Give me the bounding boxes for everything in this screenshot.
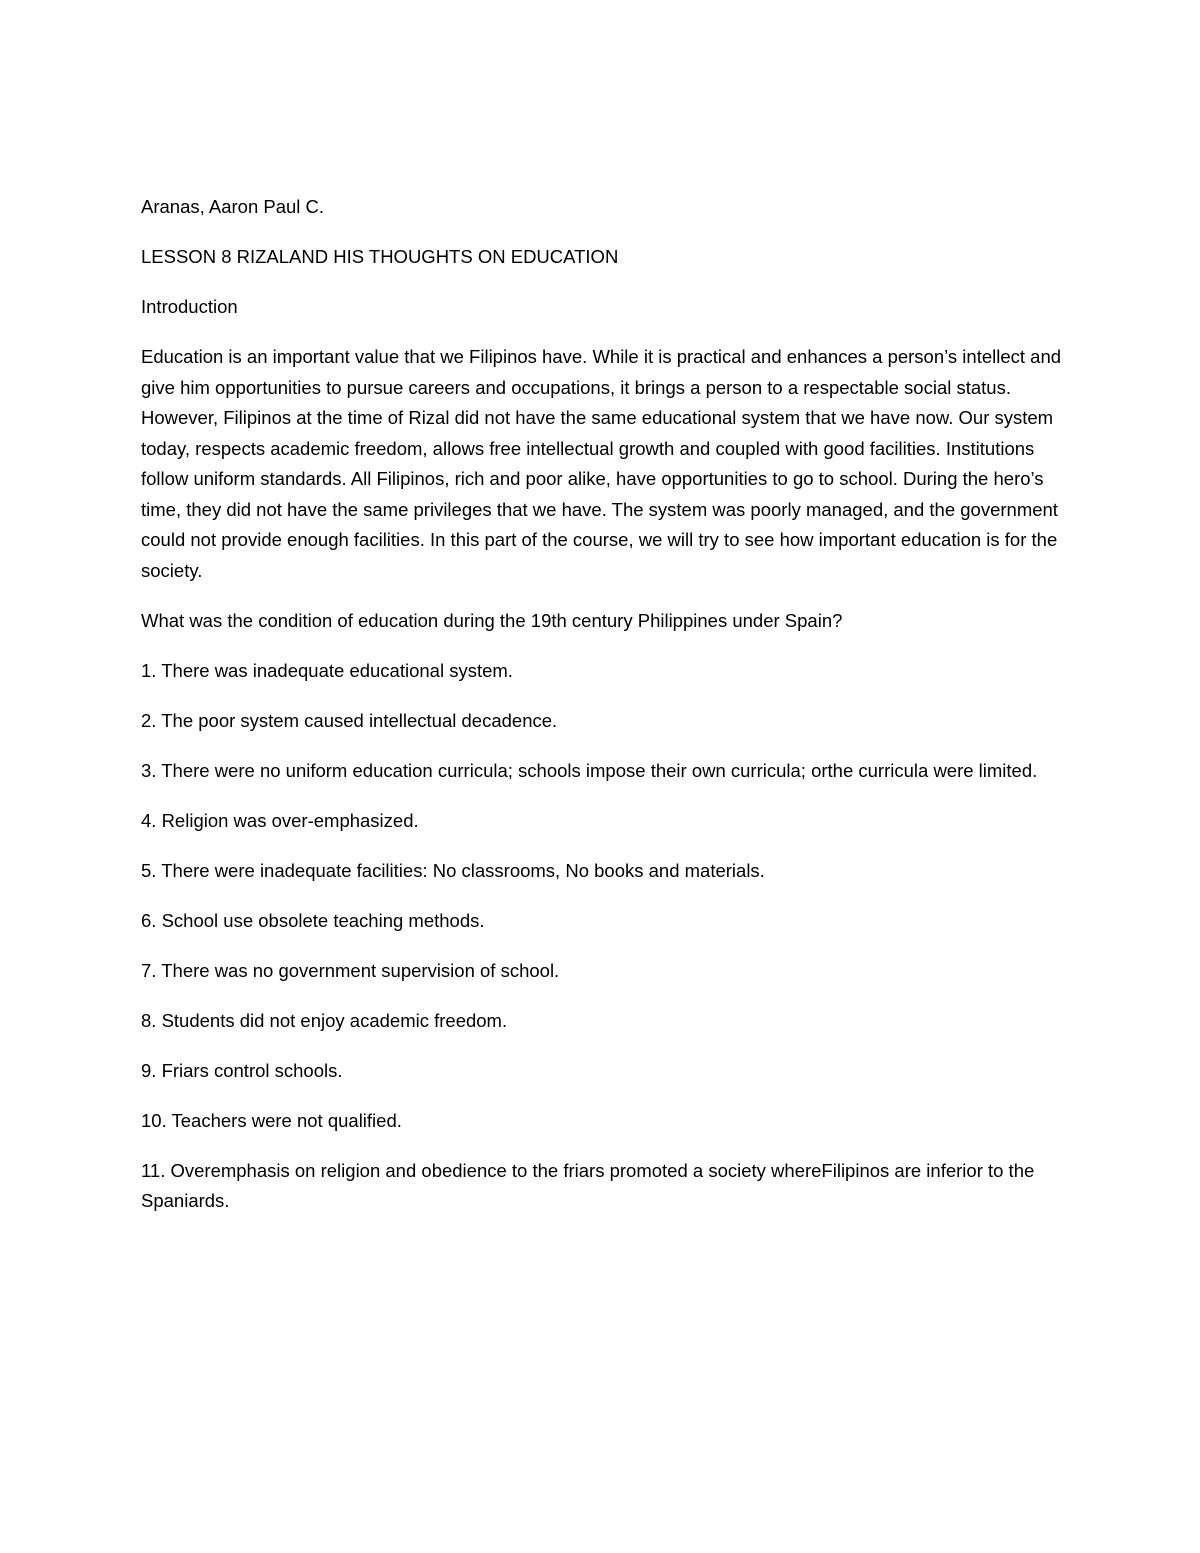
list-item: 6. School use obsolete teaching methods. bbox=[141, 909, 485, 931]
lesson-title: LESSON 8 RIZALAND HIS THOUGHTS ON EDUCATION bbox=[141, 246, 619, 267]
list-item: 7. There was no government supervision of school. bbox=[141, 959, 560, 981]
list-item: 8. Students did not enjoy academic freedom. bbox=[141, 1009, 508, 1031]
list-item: 2. The poor system caused intellectual decadence. bbox=[141, 709, 558, 731]
document-body bbox=[141, 192, 1066, 1236]
list-item: 5. There were inadequate facilities: No classrooms, No books and materials. bbox=[141, 859, 765, 881]
list-item: 10. Teachers were not qualified. bbox=[141, 1109, 402, 1131]
list-item: 9. Friars control schools. bbox=[141, 1059, 343, 1081]
intro-paragraph: Education is an important value that we Filipinos have. While it is practical and enhances a person’s intellect and give him opportunities to pursue careers and occupations, it brings a person to a respectable social status. However, Filipinos at the time of Rizal did not have the same educational system that we have now. Our system today, respects academic freedom, allows free intellectual growth and coupled with good facilities. Institutions follow uniform standards. All Filipinos, rich and poor alike, have opportunities to go to school. During the hero’s time, they did not have the same privileges that we have. The system was poorly managed, and the government could not provide enough facilities. In this part of the course, we will try to see how important education is for the society. bbox=[141, 346, 1062, 581]
section-heading: Introduction bbox=[141, 296, 238, 317]
question: What was the condition of education during the 19th century Philippines under Spain? bbox=[141, 609, 843, 631]
list-item: 3. There were no uniform education curricula; schools impose their own curricula; orthe curricula were limited. bbox=[141, 759, 1038, 781]
list-item: 1. There was inadequate educational system. bbox=[141, 659, 513, 681]
list-item: 11. Overemphasis on religion and obedience to the friars promoted a society whereFilipinos are inferior to the Spaniards. bbox=[141, 1159, 1035, 1211]
author-name: Aranas, Aaron Paul C. bbox=[141, 196, 325, 217]
list-item: 4. Religion was over-emphasized. bbox=[141, 809, 419, 831]
